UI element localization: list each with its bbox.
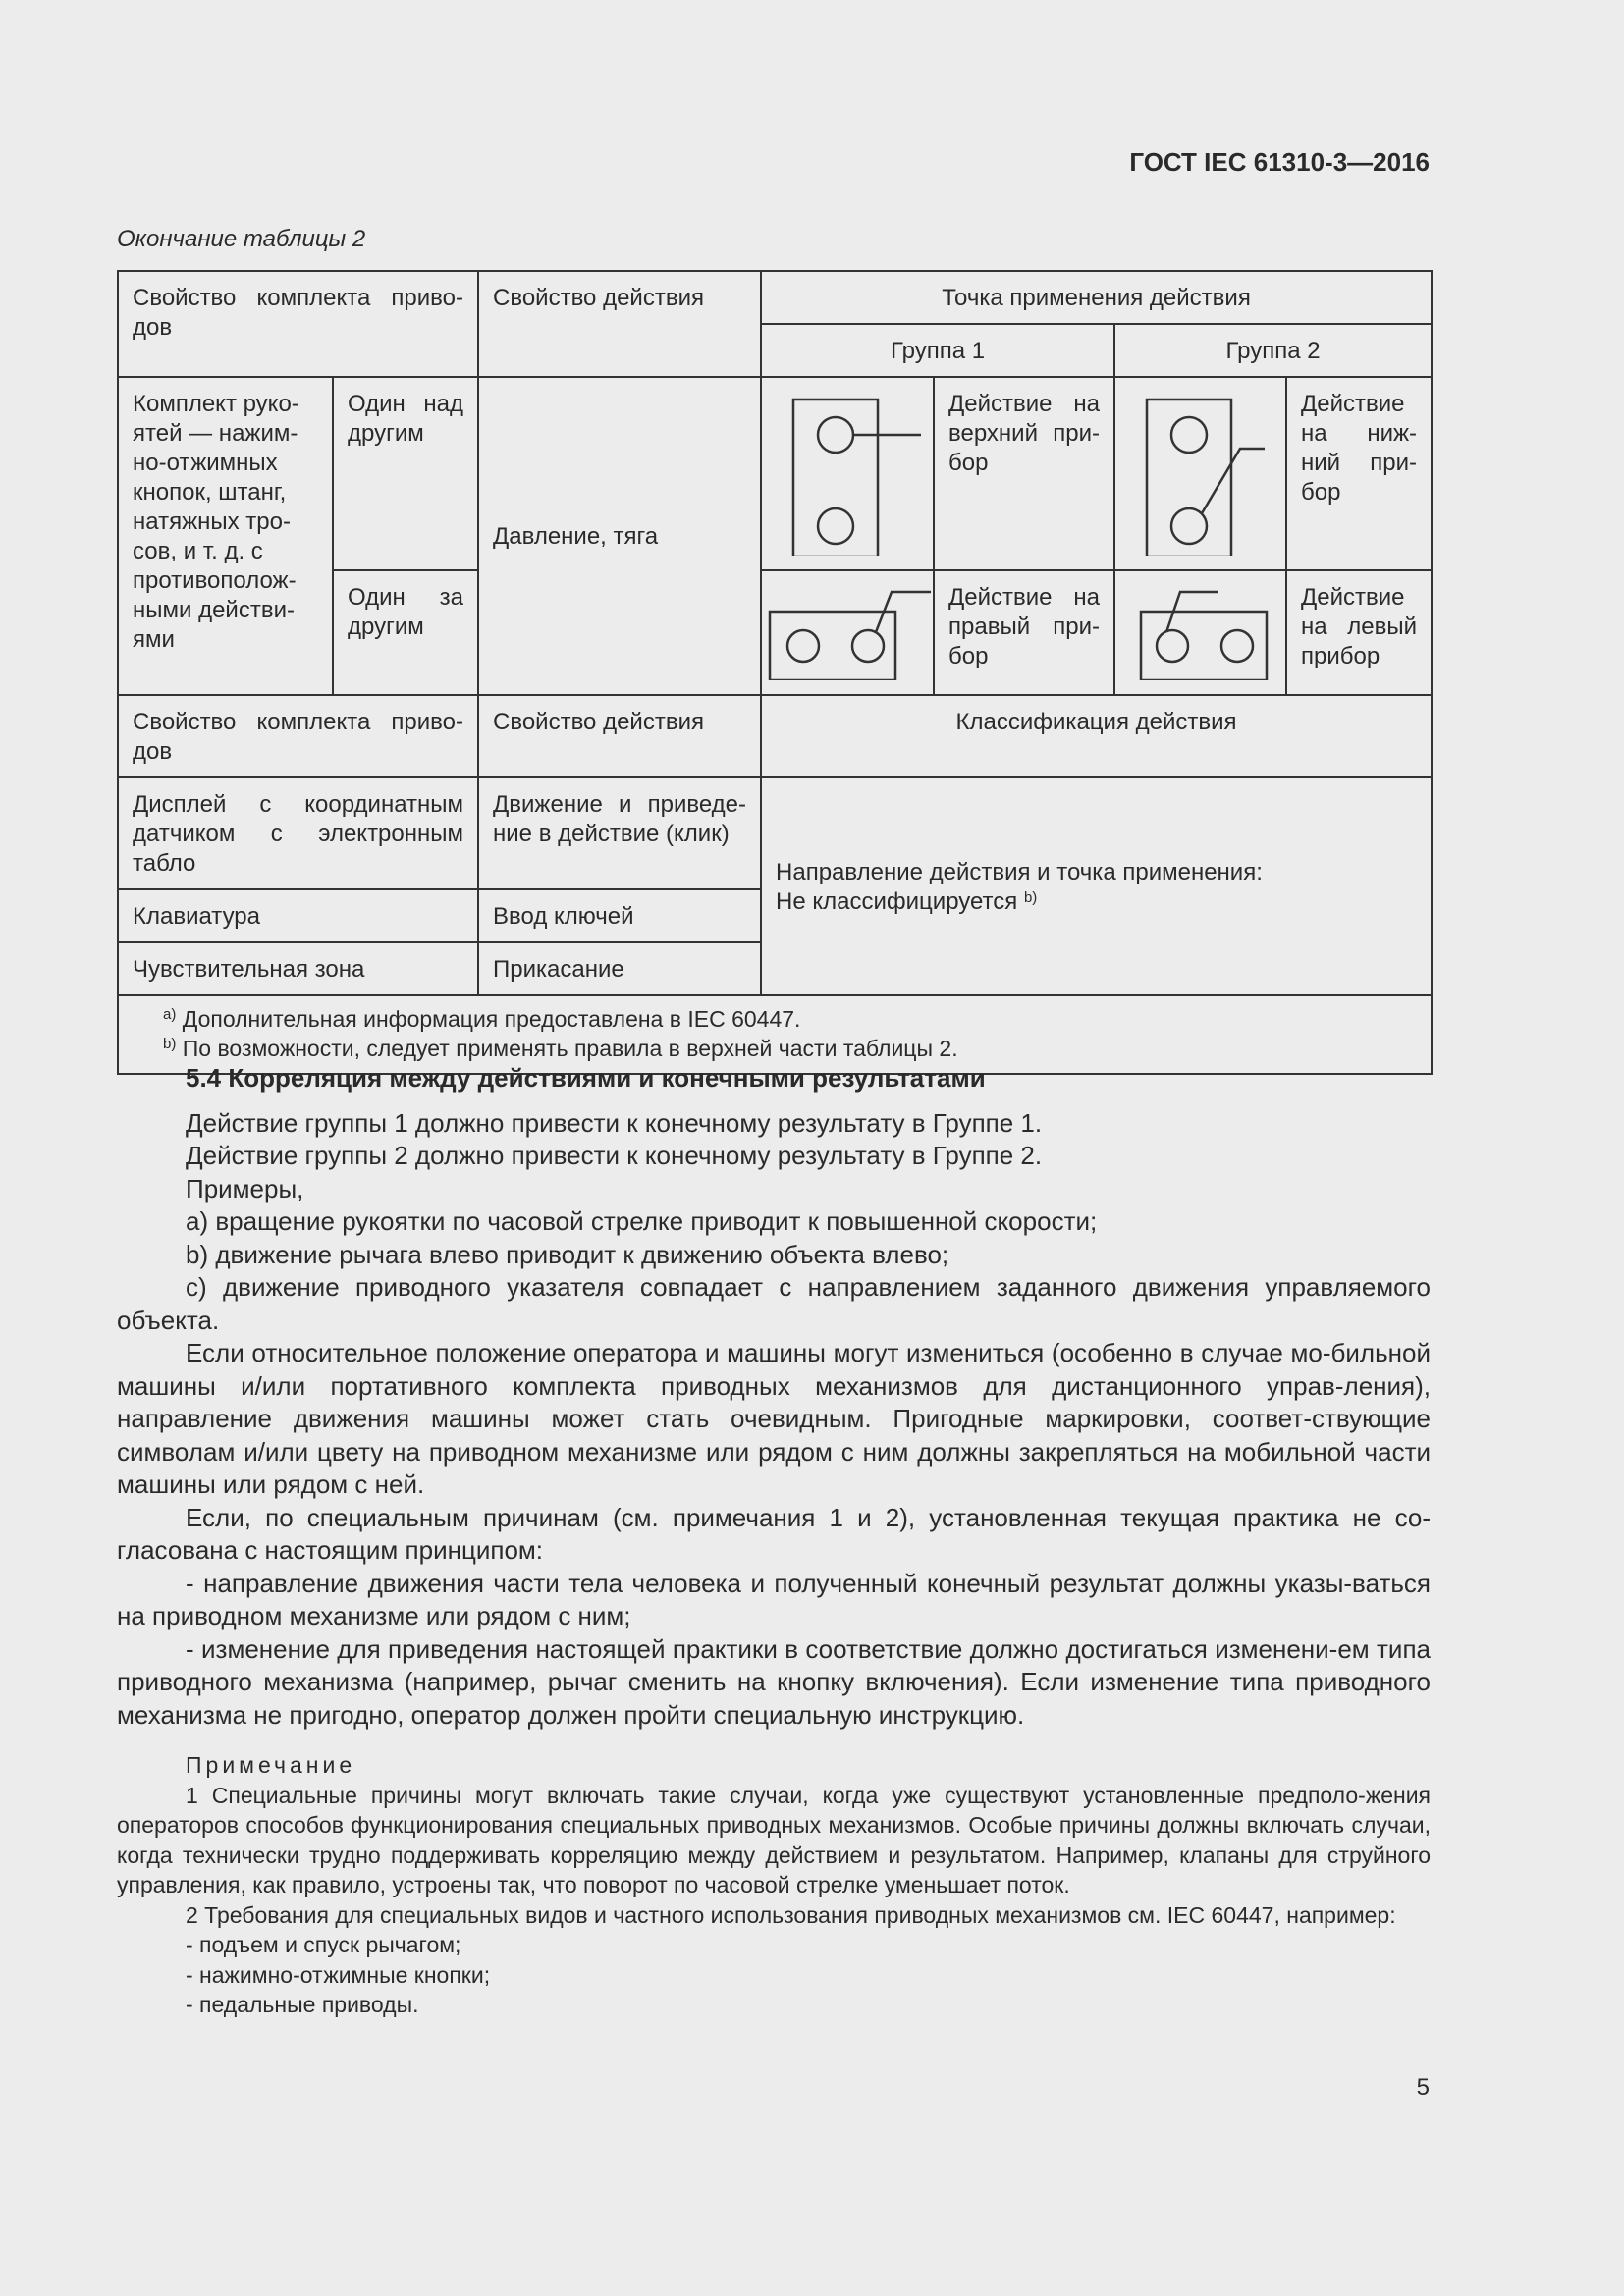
note-list-item-1: - подъем и спуск рычагом; xyxy=(186,1932,461,1957)
arrangement-one-above-another: Один над другим xyxy=(333,377,478,570)
vertical-pair-upper-diagram xyxy=(774,384,921,556)
horizontal-pair-left-diagram xyxy=(1119,577,1284,680)
footnote-a xyxy=(163,1004,1417,1034)
action-pressure-pull: Давление, тяга xyxy=(478,377,761,695)
standard-code: ГОСТ IEC 61310-3—2016 xyxy=(1129,147,1430,177)
action-left-device: Действие на левый прибор xyxy=(1286,570,1432,695)
classification-line-1: Направление действия и точка применения: xyxy=(776,859,1263,885)
vertical-pair-lower-diagram xyxy=(1127,384,1274,556)
paragraph-relative-position: Если относительное положение оператора и машины могут измениться (особенно в случае мо-бильной машины и/или портативного комплекта приводных механизмов для дистанционного управ-ления), направление движения машины может стать очевидным. Пригодные маркировки, соответ-ствующие символам и/или цвету на приводном механизме или рядом с ним должны закрепляться на мобильной части машины или рядом с ней. xyxy=(117,1338,1431,1499)
notes-block xyxy=(117,1750,1431,2020)
footnote-a-text: Дополнительная информация предоставлена в IEC 60447. xyxy=(182,1006,801,1032)
footnote-a-mark: a) xyxy=(163,1006,177,1023)
footnote-b-text: По возможности, следует применять правила в верхней части таблицы 2. xyxy=(182,1036,958,1061)
dash-item-1: - направление движения части тела человека и полученный конечный результат должны указы-ваться на приводном механизме или рядом с ним; xyxy=(117,1568,1431,1630)
header-group-1: Группа 1 xyxy=(761,324,1114,377)
action-upper-device: Действие на верхний при-бор xyxy=(934,377,1114,570)
footnote-b-mark: b) xyxy=(163,1036,177,1052)
header-property-set: Свойство комплекта приво-дов xyxy=(118,271,478,377)
row-keyboard-action: Ввод ключей xyxy=(478,889,761,942)
header-group-2: Группа 2 xyxy=(1114,324,1432,377)
note-heading: Примечание xyxy=(186,1752,356,1778)
page-number: 5 xyxy=(1416,2074,1430,2101)
header2-property-set: Свойство комплекта приво-дов xyxy=(118,695,478,777)
figure-horizontal-left xyxy=(1114,570,1286,695)
note-2: 2 Требования для специальных видов и частного использования приводных механизмов см. IEC 60447, например: xyxy=(186,1901,1396,1928)
note-list-item-3: - педальные приводы. xyxy=(186,1992,419,2017)
paragraph-examples: Примеры, xyxy=(186,1173,304,1203)
figure-vertical-lower xyxy=(1114,377,1286,570)
paragraph-special-reasons: Если, по специальным причинам (см. примечания 1 и 2), установленная текущая практика не со-гласована с настоящим принципом: xyxy=(117,1502,1431,1565)
row-display-touch-sensor: Дисплей с координатным датчиком с электронным табло xyxy=(118,777,478,889)
classification-line-2: Не классифицируется xyxy=(776,888,1018,915)
example-b: b) движение рычага влево приводит к движению объекта влево; xyxy=(186,1239,949,1269)
row-sensitive-action: Прикасание xyxy=(478,942,761,995)
paragraph-group1: Действие группы 1 должно привести к конечному результату в Группе 1. xyxy=(186,1107,1043,1138)
action-lower-device: Действие на ниж-ний при-бор xyxy=(1286,377,1432,570)
header-action-property: Свойство действия xyxy=(478,271,761,377)
figure-vertical-upper xyxy=(761,377,934,570)
arrangement-one-behind-another: Один за другим xyxy=(333,570,478,695)
section-5-4 xyxy=(117,1062,1431,1732)
note-1: 1 Специальные причины могут включать такие случаи, когда уже существуют установленные предполо-жения операторов способов функционирования специальных приводных механизмов. Особые причины должны включать случаи, когда технически трудно поддерживать корреляцию между действием и результатом. Например, клапаны для струйного управления, как правило, устроены так, что поворот по часовой стрелке уменьшает поток. xyxy=(117,1782,1431,1897)
table-2 xyxy=(117,270,1433,1075)
action-right-device: Действие на правый при-бор xyxy=(934,570,1114,695)
header2-action-property: Свойство действия xyxy=(478,695,761,777)
header-application-point: Точка применения действия xyxy=(761,271,1432,324)
section-title: 5.4 Корреляция между действиями и конечными результатами xyxy=(186,1063,986,1093)
dash-item-2: - изменение для приведения настоящей практики в соответствие должно достигаться изменени-ем типа приводного механизма (например, рычаг сменить на кнопку включения). Если изменение типа приводного механизма не пригодно, оператор должен пройти специальную инструкцию. xyxy=(117,1633,1431,1730)
example-a: а) вращение рукоятки по часовой стрелке приводит к повышенной скорости; xyxy=(186,1206,1098,1236)
horizontal-pair-right-diagram xyxy=(766,577,931,680)
header2-classification: Классификация действия xyxy=(761,695,1432,777)
example-c: с) движение приводного указателя совпадает с направлением заданного движения управляемого объекта. xyxy=(117,1272,1431,1335)
row-display-action: Движение и приведе-ние в действие (клик) xyxy=(478,777,761,889)
footnote-b xyxy=(163,1034,1417,1063)
classification-footnote-mark: b) xyxy=(1023,889,1038,906)
table-caption: Окончание таблицы 2 xyxy=(117,226,366,252)
paragraph-group2: Действие группы 2 должно привести к конечному результату в Группе 2. xyxy=(186,1141,1043,1170)
actuator-set-description: Комплект руко-ятей — нажим-но-отжимных кнопок, штанг, натяжных тро-сов, и т. д. с противополож-ными действи-ями xyxy=(118,377,333,695)
note-list-item-2: - нажимно-отжимные кнопки; xyxy=(186,1961,491,1988)
classification-not-classified xyxy=(761,777,1432,995)
figure-horizontal-right xyxy=(761,570,934,695)
row-keyboard: Клавиатура xyxy=(118,889,478,942)
row-sensitive-zone: Чувствительная зона xyxy=(118,942,478,995)
